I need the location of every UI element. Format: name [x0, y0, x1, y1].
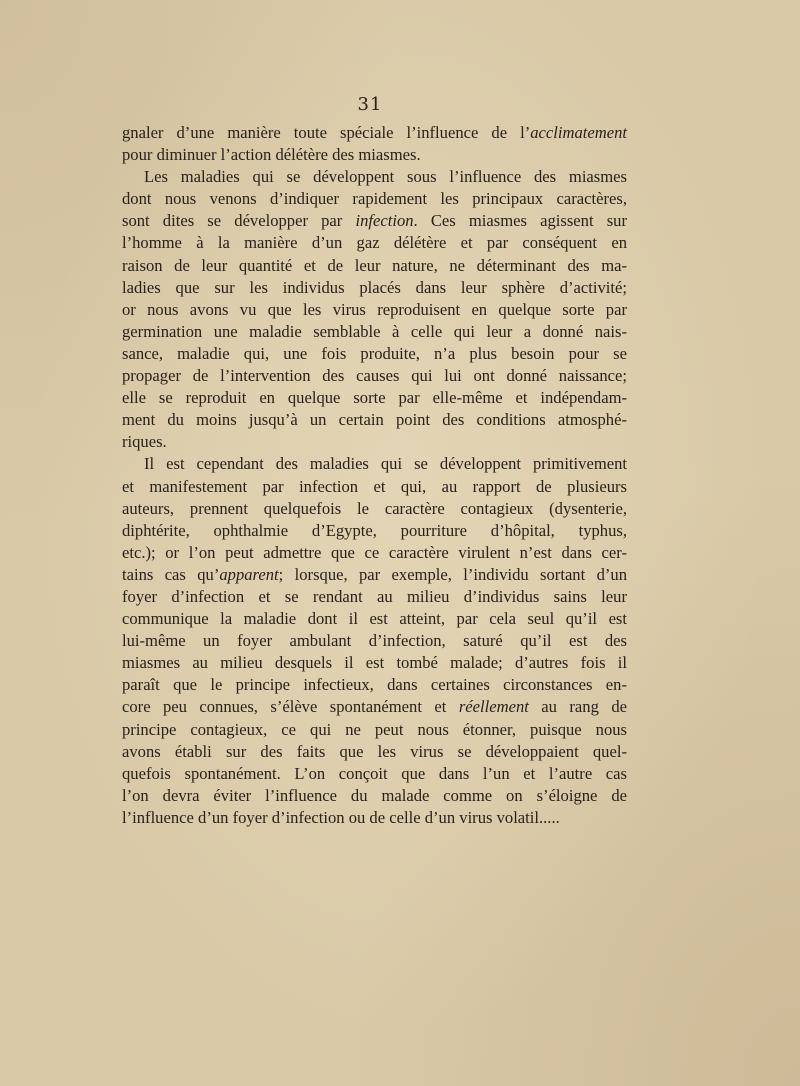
text-segment: core peu connues, s’élève spontanément et [122, 697, 459, 717]
text-line [122, 586, 627, 608]
italic-text: réellement [458, 697, 529, 717]
text-line [122, 188, 627, 210]
text-line [122, 431, 627, 453]
text-segment: pour diminuer l’action délétère des miasmes. [122, 145, 421, 165]
text-line [122, 277, 627, 299]
text-segment: l’on devra éviter l’influence du malade comme on s’éloigne de [122, 785, 627, 805]
text-segment: auteurs, prennent quelquefois le caractère contagieux (dysenterie, [122, 498, 627, 518]
text-segment: or nous avons vu que les virus reproduisent en quelque sorte par [122, 299, 627, 319]
text-segment: germination une maladie semblable à celle qui leur a donné nais- [122, 321, 627, 341]
text-segment: ladies que sur les individus placés dans leur sphère d’activité; [122, 277, 627, 297]
text-segment: lui-même un foyer ambulant d’infection, saturé qu’il est des [122, 631, 627, 651]
paragraph [122, 122, 627, 166]
text-segment: miasmes au milieu desquels il est tombé malade; d’autres fois il [122, 653, 627, 673]
text-line [122, 321, 627, 343]
text-segment: l’homme à la manière d’un gaz délétère et par conséquent en [122, 233, 627, 253]
text-line [122, 166, 627, 188]
text-segment: paraît que le principe infectieux, dans certaines circonstances en- [122, 675, 627, 695]
text-segment: propager de l’intervention des causes qui lui ont donné naissance; [122, 366, 627, 386]
text-segment: sont dites se développer par [122, 211, 356, 231]
text-segment: raison de leur quantité et de leur nature, ne déterminant des ma- [122, 255, 627, 275]
text-line [122, 674, 627, 696]
body-text [122, 122, 627, 829]
text-segment: ; lorsque, par exemple, l’individu sortant d’un [278, 564, 627, 584]
text-segment: dont nous venons d’indiquer rapidement les principaux caractères, [122, 189, 627, 209]
text-line [122, 763, 627, 785]
italic-text: acclimatement [530, 123, 627, 142]
text-segment: avons établi sur des faits que les virus se développaient quel- [122, 741, 627, 761]
text-line [122, 299, 627, 321]
italic-text: infection [355, 211, 414, 231]
text-line [122, 608, 627, 630]
text-line [122, 255, 627, 277]
text-segment: communique la maladie dont il est atteint, par cela seul qu’il est [122, 609, 627, 629]
text-line [122, 652, 627, 674]
text-line [122, 144, 627, 166]
text-segment: au rang de [528, 697, 627, 717]
text-line [122, 542, 627, 564]
text-line [122, 564, 627, 586]
text-segment: sance, maladie qui, une fois produite, n’a plus besoin pour se [122, 343, 627, 363]
text-line [122, 365, 627, 387]
text-line [122, 741, 627, 763]
text-line [122, 476, 627, 498]
text-line [122, 785, 627, 807]
text-line [122, 122, 627, 144]
text-line [122, 343, 627, 365]
page-number: 31 [357, 94, 383, 115]
text-line [122, 807, 627, 829]
text-line [122, 498, 627, 520]
text-segment: et manifestement par infection et qui, au rapport de plusieurs [122, 476, 627, 496]
text-segment: . Ces miasmes agissent sur [413, 211, 627, 231]
text-segment: Il est cependant des maladies qui se développent primitivement [144, 454, 627, 474]
text-segment: elle se reproduit en quelque sorte par elle-même et indépendam- [122, 388, 627, 408]
text-line [122, 696, 627, 718]
text-segment: Les maladies qui se développent sous l’influence des miasmes [144, 167, 627, 187]
text-segment: ment du moins jusqu’à un certain point des conditions atmosphé- [122, 410, 627, 430]
text-segment: diphtérite, ophthalmie d’Egypte, pourriture d’hôpital, typhus, [122, 520, 627, 540]
text-line [122, 387, 627, 409]
text-segment: etc.); or l’on peut admettre que ce caractère virulent n’est dans cer- [122, 542, 627, 562]
text-line [122, 453, 627, 475]
italic-text: apparent [219, 564, 279, 584]
text-line [122, 719, 627, 741]
text-segment: principe contagieux, ce qui ne peut nous étonner, puisque nous [122, 719, 627, 739]
text-line [122, 210, 627, 232]
text-segment: tains cas qu’ [122, 564, 220, 584]
text-segment: l’influence d’un foyer d’infection ou de celle d’un virus volatil..... [122, 807, 560, 827]
text-segment: quefois spontanément. L’on conçoit que dans l’un et l’autre cas [122, 763, 627, 783]
text-line [122, 409, 627, 431]
text-line [122, 630, 627, 652]
text-line [122, 232, 627, 254]
paragraph [122, 453, 627, 829]
text-segment: foyer d’infection et se rendant au milieu d’individus sains leur [122, 586, 627, 606]
text-segment: gnaler d’une manière toute spéciale l’influence de l’ [122, 123, 531, 142]
text-segment: riques. [122, 432, 167, 452]
paragraph [122, 166, 627, 453]
text-line [122, 520, 627, 542]
